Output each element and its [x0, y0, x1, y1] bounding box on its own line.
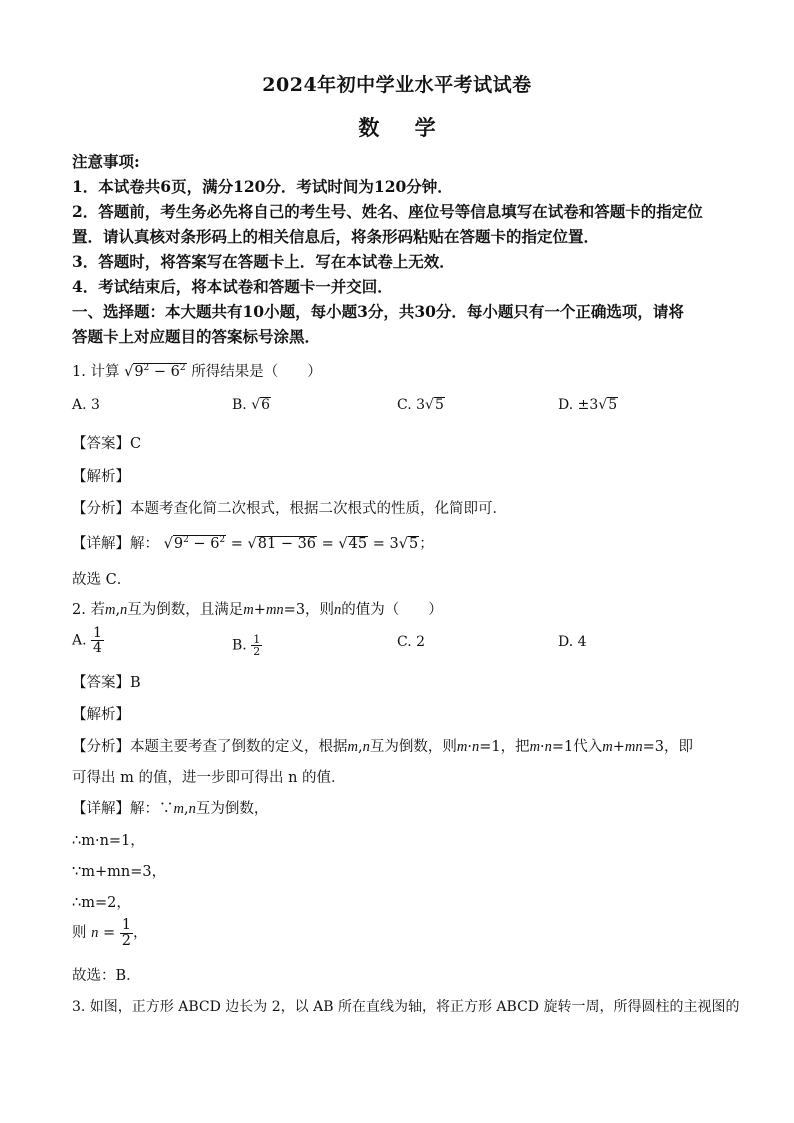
notice-item: 2．答题前，考生务必先将自己的考生号、姓名、座位号等信息填写在试卷和答题卡的指定位	[72, 202, 703, 221]
q1-detail-expression: $√9^2 - 6^2 = √81 - 36 = √45 = 3√5$；	[163, 535, 434, 552]
q1-option-c: C. 3√5	[397, 397, 444, 413]
notice-item: 4．考试结束后，将本试卷和答题卡一并交回．	[72, 277, 393, 296]
section-heading: 一、选择题：本大题共有10小题，每小题3分，共30分．每小题只有一个正确选项，请将	[72, 302, 684, 321]
question-2: 2. 若m,n互为倒数，且满足m+mn=3，则n的值为（ ）	[72, 602, 443, 618]
q1-expression: $√9^2 - 6^2$	[124, 363, 186, 380]
section-heading-cont: 答题卡上对应题目的答案标号涂黑．	[72, 327, 321, 346]
q1-prefix: 1. 计算	[72, 364, 120, 380]
q2-step-4: 则 n = $\frac{1}{2}$ ，	[72, 917, 148, 949]
q2-step-3: ∴m=2，	[72, 895, 131, 911]
q1-detail: 【详解】解： $√9^2 - 6^2 = √81 - 36 = √45 = 3√5$；	[72, 535, 434, 552]
q1-answer: 【答案】C	[72, 436, 142, 452]
q2-option-c: C. 2	[397, 634, 426, 650]
q1-analysis-label: 【解析】	[72, 469, 130, 485]
q2-step-1: ∴m·n=1，	[72, 833, 145, 849]
question-3: 3. 如图，正方形 ABCD 边长为 2，以 AB 所在直线为轴，将正方形 ABCD 旋转一周，所得圆柱的主视图的	[72, 999, 740, 1015]
q2-conclusion: 故选：B．	[72, 968, 141, 984]
notice-item: 置．请认真核对条形码上的相关信息后，将条形码粘贴在答题卡的指定位置．	[72, 227, 600, 246]
q2-analysis-label: 【解析】	[72, 707, 130, 723]
q2-fenxi: 【分析】本题主要考查了倒数的定义，根据m,n互为倒数，则m·n=1，把m·n=1代入m+mn=3，即	[72, 739, 694, 755]
q2-option-a: A. $\frac{1}{4}$	[72, 625, 102, 656]
q1-suffix: 所得结果是（ ）	[191, 364, 322, 380]
q2-option-b: B. $\frac{1}{2}$	[232, 633, 261, 658]
q2-answer: 【答案】B	[72, 675, 141, 691]
q1-option-b: B. √6	[232, 397, 271, 413]
question-1	[72, 360, 732, 381]
q2-detail: 【详解】解：∵m,n互为倒数，	[72, 801, 269, 817]
q2-option-d: D. 4	[558, 634, 587, 650]
q2-step-2: ∵m+mn=3，	[72, 864, 167, 880]
notice-item: 3．答题时，将答案写在答题卡上．写在本试卷上无效．	[72, 252, 455, 271]
notice-heading: 注意事项:	[72, 152, 140, 171]
q2-fenxi-cont: 可得出 m 的值，进一步即可得出 n 的值．	[72, 770, 346, 786]
subject-title: 数 学	[358, 115, 450, 140]
q1-option-d: D. ±3√5	[558, 397, 618, 413]
q1-option-a: A. 3	[72, 397, 100, 413]
q1-conclusion: 故选 C．	[72, 572, 132, 588]
q1-fenxi: 【分析】本题考查化简二次根式，根据二次根式的性质，化简即可．	[72, 501, 507, 517]
notice-item: 1．本试卷共6页，满分120分．考试时间为120分钟．	[72, 177, 453, 196]
page-title: 2024年初中学业水平考试试卷	[262, 74, 532, 96]
